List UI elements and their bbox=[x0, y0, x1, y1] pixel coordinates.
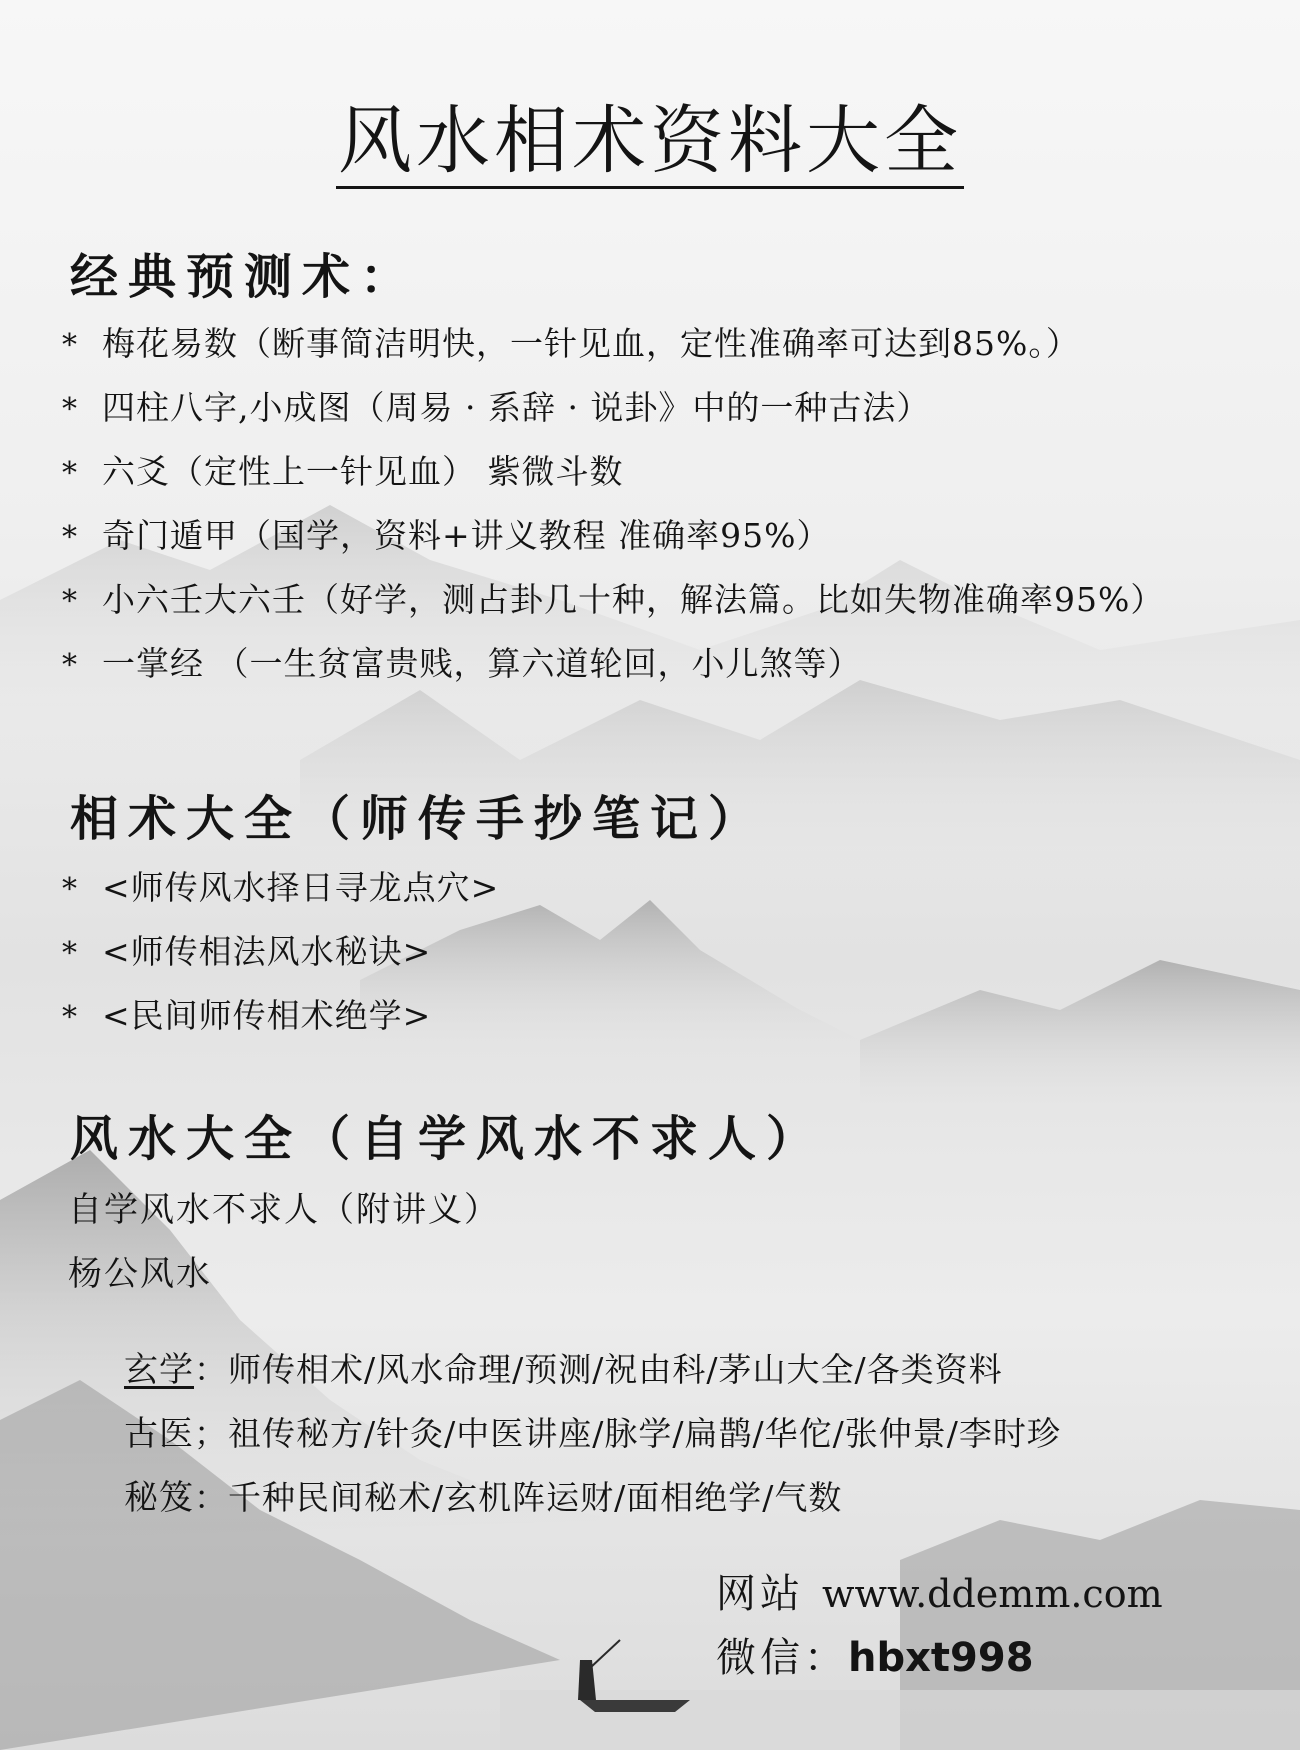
list-item: * <师传风水择日寻龙点穴> bbox=[62, 868, 500, 907]
contact-wechat bbox=[716, 1626, 1034, 1683]
list-item: * 奇门遁甲（国学，资料+讲义教程 准确率95%） bbox=[62, 516, 831, 555]
list-item: * <师传相法风水秘诀> bbox=[62, 932, 432, 971]
category-line-guyi bbox=[124, 1406, 1061, 1455]
bullet: * bbox=[62, 392, 78, 427]
section-heading-physiognomy: 相术大全（师传手抄笔记） bbox=[70, 791, 767, 847]
text-line: 自学风水不求人（附讲义） bbox=[68, 1190, 500, 1230]
category-separator: ： bbox=[194, 1478, 228, 1517]
category-text: 千种民间秘术/玄机阵运财/面相绝学/气数 bbox=[228, 1478, 843, 1517]
list-item: * 小六壬大六壬（好学，测占卦几十种，解法篇。比如失物准确率95%） bbox=[62, 580, 1165, 619]
category-line-xuanxue bbox=[124, 1342, 1003, 1391]
category-text: 祖传秘方/针灸/中医讲座/脉学/扁鹊/华佗/张仲景/李时珍 bbox=[228, 1414, 1061, 1453]
category-label: 玄学 bbox=[124, 1350, 194, 1390]
bullet: * bbox=[62, 456, 78, 491]
category-label: 古医 bbox=[124, 1414, 194, 1454]
category-separator: ： bbox=[194, 1350, 228, 1389]
bullet: * bbox=[62, 648, 78, 683]
bullet: * bbox=[62, 1000, 78, 1035]
category-label: 秘笈 bbox=[124, 1478, 194, 1518]
section-heading-predict: 经典预测术： bbox=[70, 249, 419, 305]
list-item: * 一掌经 （一生贫富贵贱，算六道轮回，小儿煞等） bbox=[62, 644, 862, 683]
text-line: 杨公风水 bbox=[68, 1254, 212, 1294]
list-item: * 四柱八字,小成图（周易 · 系辞 · 说卦》中的一种古法） bbox=[62, 388, 931, 427]
wechat-id: hbxt998 bbox=[848, 1635, 1034, 1681]
category-separator: ； bbox=[194, 1414, 228, 1453]
list-item: * <民间师传相术绝学> bbox=[62, 996, 432, 1035]
bullet: * bbox=[62, 520, 78, 555]
website-label: 网站 bbox=[716, 1571, 804, 1617]
website-url[interactable]: www.ddemm.com bbox=[822, 1572, 1163, 1616]
section-heading-fengshui: 风水大全（自学风水不求人） bbox=[70, 1111, 825, 1167]
page-title: 风水相术资料大全 bbox=[0, 82, 1300, 188]
bullet: * bbox=[62, 328, 78, 363]
list-item: * 梅花易数（断事简洁明快，一针见血，定性准确率可达到85%。） bbox=[62, 324, 1080, 363]
category-line-miji bbox=[124, 1470, 842, 1519]
category-text: 师传相术/风水命理/预测/祝由科/茅山大全/各类资料 bbox=[228, 1350, 1003, 1389]
list-item: * 六爻（定性上一针见血） 紫微斗数 bbox=[62, 452, 624, 491]
bullet: * bbox=[62, 872, 78, 907]
bullet: * bbox=[62, 936, 78, 971]
wechat-label: 微信： bbox=[716, 1635, 848, 1681]
contact-website bbox=[716, 1562, 1163, 1619]
bullet: * bbox=[62, 584, 78, 619]
